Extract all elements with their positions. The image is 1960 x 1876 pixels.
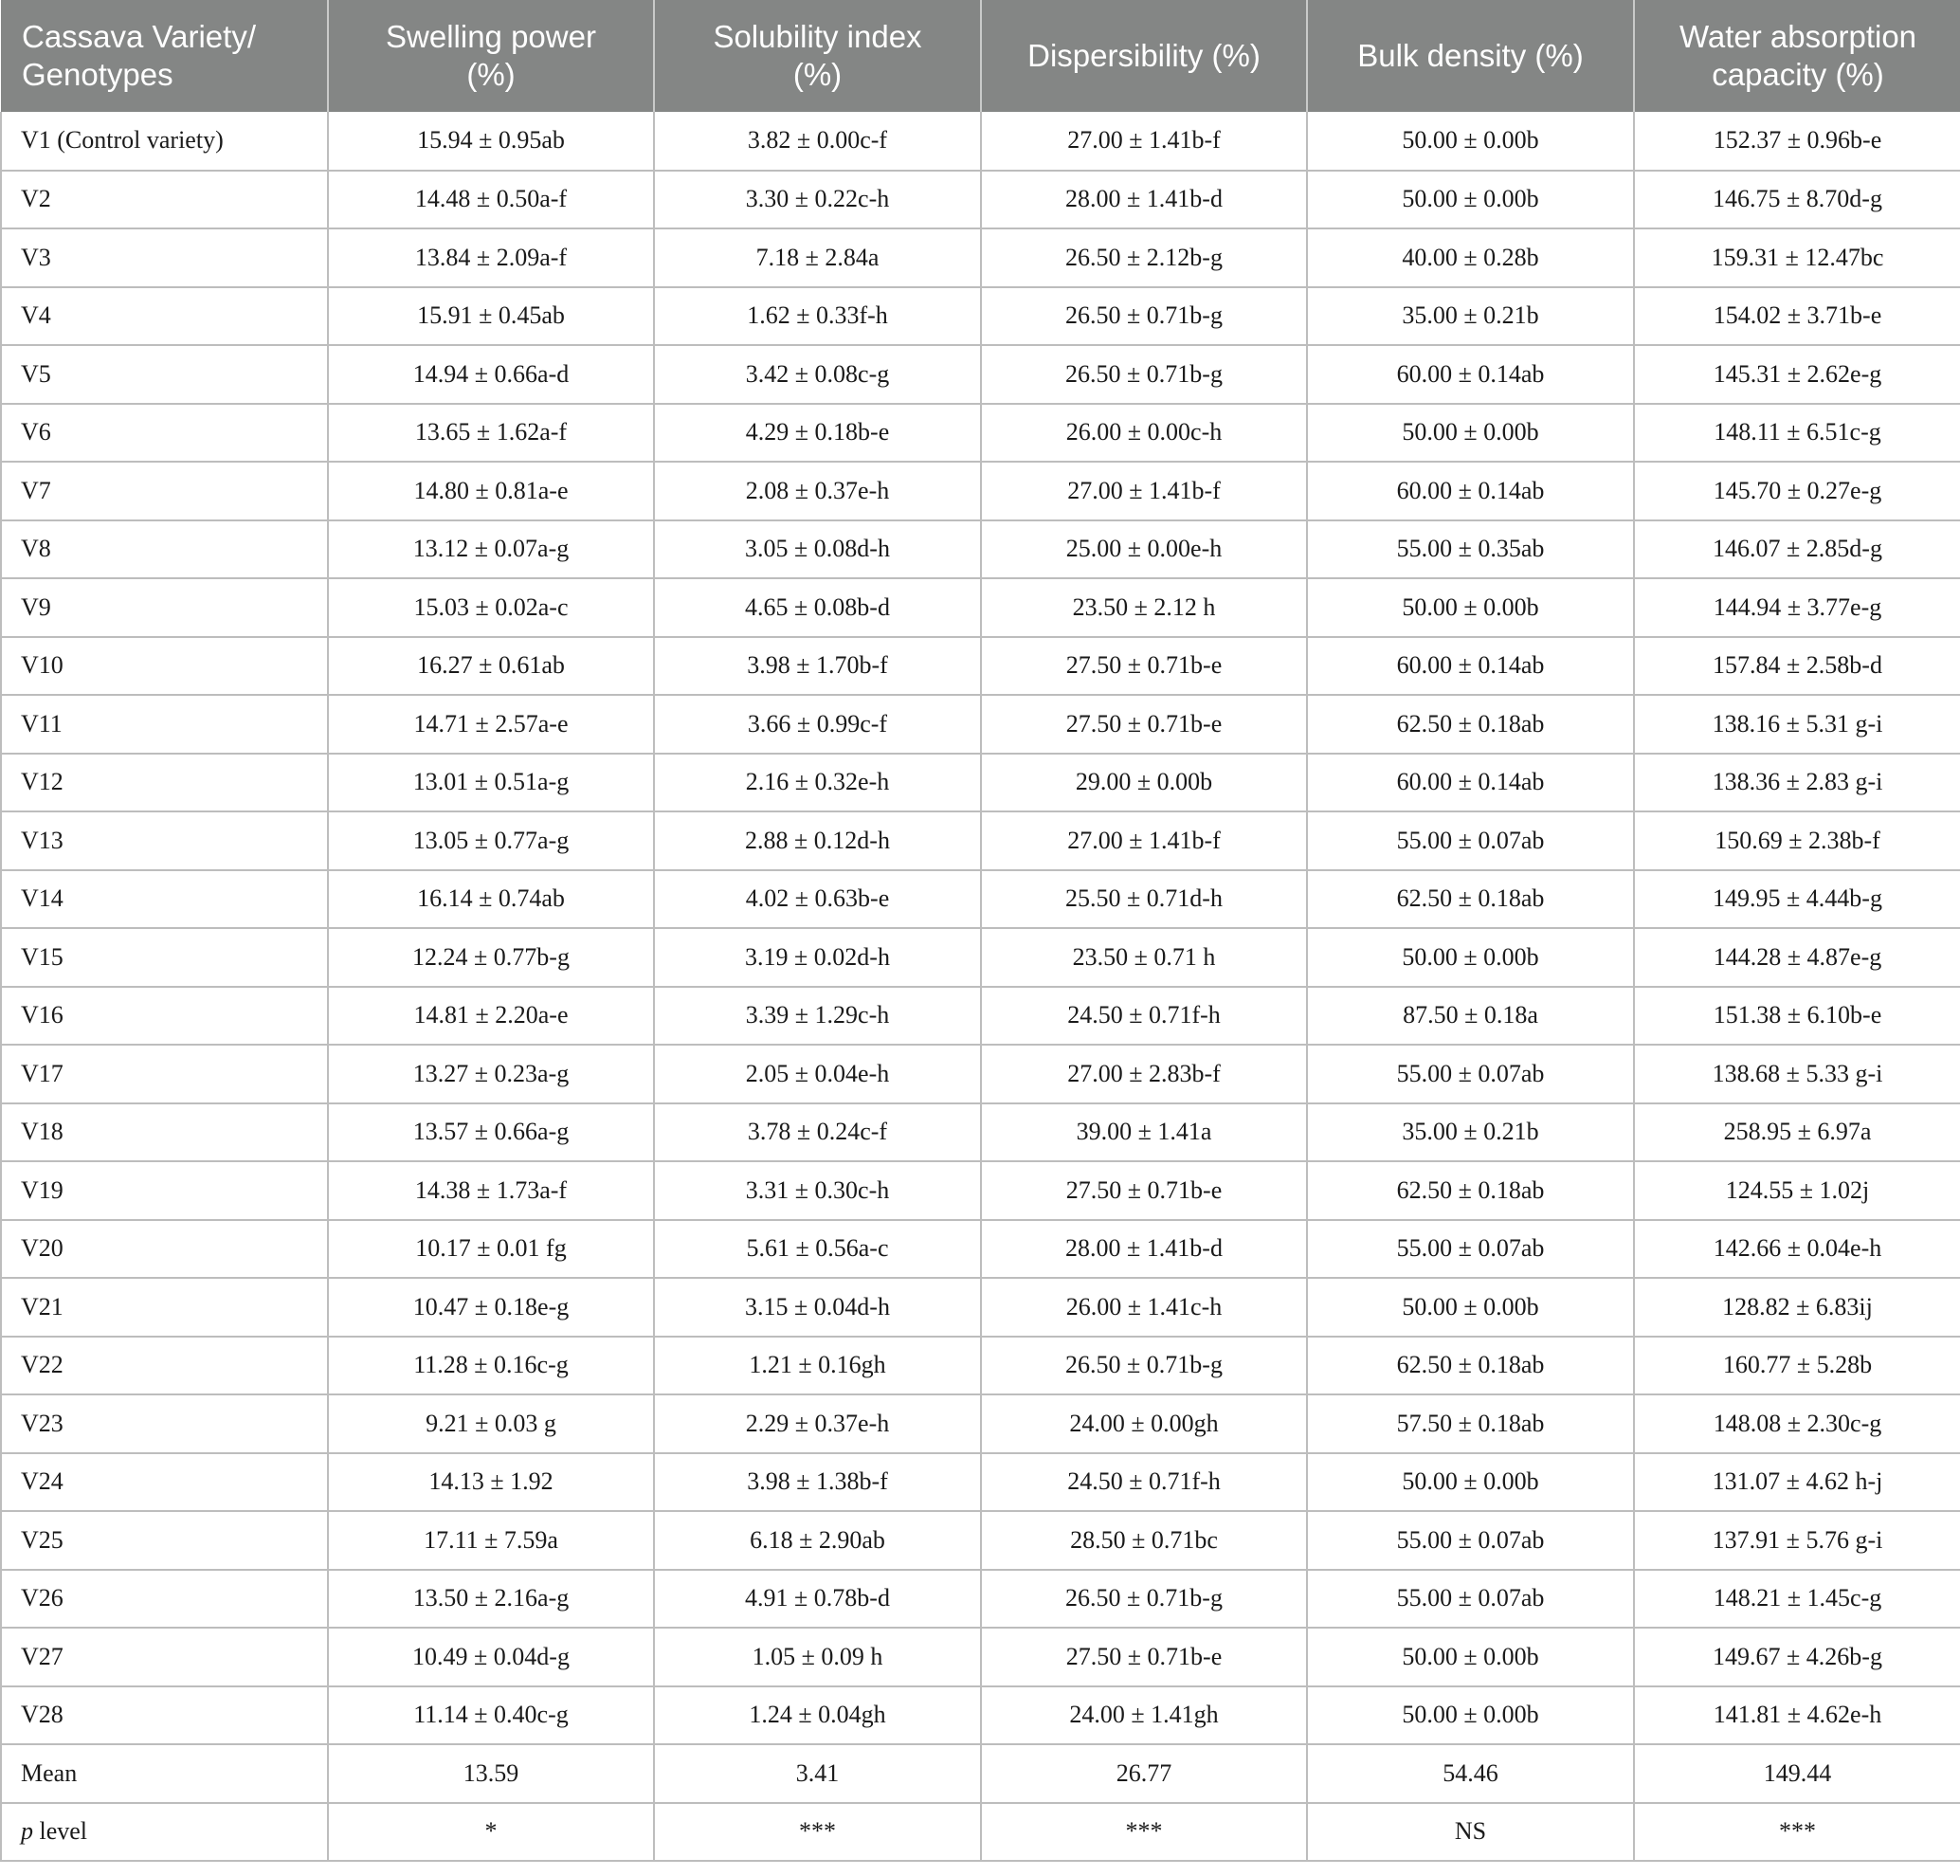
- cell-swelling-power: 14.81 ± 2.20a-e: [328, 987, 654, 1046]
- cell-bulk-density: 60.00 ± 0.14ab: [1307, 345, 1634, 404]
- cell-swelling-power: 13.12 ± 0.07a-g: [328, 520, 654, 579]
- cell-swelling-power: 14.13 ± 1.92: [328, 1453, 654, 1512]
- table-row: [1, 1744, 1960, 1803]
- cell-water-absorption: 142.66 ± 0.04e-h: [1634, 1220, 1960, 1279]
- cell-variety: V22: [1, 1337, 328, 1395]
- cell-solubility-index: 2.08 ± 0.37e-h: [654, 462, 981, 520]
- cell-swelling-power: 14.38 ± 1.73a-f: [328, 1161, 654, 1220]
- cell-dispersibility: 23.50 ± 0.71 h: [981, 928, 1307, 987]
- cell-variety: V5: [1, 345, 328, 404]
- table-row: [1, 578, 1960, 637]
- cell-variety: V1 (Control variety): [1, 112, 328, 171]
- cell-variety: V12: [1, 754, 328, 812]
- cell-swelling-power: 10.47 ± 0.18e-g: [328, 1278, 654, 1337]
- p-level-dispersibility: ***: [981, 1803, 1307, 1862]
- cell-water-absorption: 146.75 ± 8.70d-g: [1634, 171, 1960, 229]
- cell-dispersibility: 27.50 ± 0.71b-e: [981, 1628, 1307, 1686]
- table-row: [1, 112, 1960, 171]
- cell-dispersibility: 24.00 ± 0.00gh: [981, 1394, 1307, 1453]
- cell-dispersibility: 23.50 ± 2.12 h: [981, 578, 1307, 637]
- cell-water-absorption: 149.44: [1634, 1744, 1960, 1803]
- cell-dispersibility: 27.00 ± 1.41b-f: [981, 811, 1307, 870]
- cell-solubility-index: 2.16 ± 0.32e-h: [654, 754, 981, 812]
- table-row: [1, 1103, 1960, 1162]
- cell-solubility-index: 1.21 ± 0.16gh: [654, 1337, 981, 1395]
- cell-bulk-density: 55.00 ± 0.07ab: [1307, 811, 1634, 870]
- cell-swelling-power: 13.27 ± 0.23a-g: [328, 1045, 654, 1103]
- cell-water-absorption: 152.37 ± 0.96b-e: [1634, 112, 1960, 171]
- cell-bulk-density: 50.00 ± 0.00b: [1307, 112, 1634, 171]
- cell-swelling-power: 16.14 ± 0.74ab: [328, 870, 654, 929]
- cell-water-absorption: 149.67 ± 4.26b-g: [1634, 1628, 1960, 1686]
- cell-variety: V17: [1, 1045, 328, 1103]
- cell-dispersibility: 28.00 ± 1.41b-d: [981, 171, 1307, 229]
- table-row: [1, 1511, 1960, 1570]
- cell-solubility-index: 3.15 ± 0.04d-h: [654, 1278, 981, 1337]
- cell-solubility-index: 5.61 ± 0.56a-c: [654, 1220, 981, 1279]
- table-row: [1, 1453, 1960, 1512]
- cell-swelling-power: 13.59: [328, 1744, 654, 1803]
- cell-variety: V10: [1, 637, 328, 696]
- cell-swelling-power: 14.94 ± 0.66a-d: [328, 345, 654, 404]
- cell-swelling-power: 14.71 ± 2.57a-e: [328, 695, 654, 754]
- table-row: [1, 1220, 1960, 1279]
- cell-solubility-index: 2.05 ± 0.04e-h: [654, 1045, 981, 1103]
- cell-dispersibility: 26.50 ± 0.71b-g: [981, 1337, 1307, 1395]
- cell-bulk-density: 50.00 ± 0.00b: [1307, 1453, 1634, 1512]
- table-row: [1, 1278, 1960, 1337]
- cell-swelling-power: 15.03 ± 0.02a-c: [328, 578, 654, 637]
- cell-water-absorption: 151.38 ± 6.10b-e: [1634, 987, 1960, 1046]
- cell-variety: Mean: [1, 1744, 328, 1803]
- cell-swelling-power: 13.57 ± 0.66a-g: [328, 1103, 654, 1162]
- cell-bulk-density: 60.00 ± 0.14ab: [1307, 637, 1634, 696]
- cell-swelling-power: 9.21 ± 0.03 g: [328, 1394, 654, 1453]
- cell-dispersibility: 26.00 ± 0.00c-h: [981, 404, 1307, 463]
- table-row: [1, 754, 1960, 812]
- cell-variety: V21: [1, 1278, 328, 1337]
- cell-water-absorption: 157.84 ± 2.58b-d: [1634, 637, 1960, 696]
- cell-variety: V27: [1, 1628, 328, 1686]
- cell-dispersibility: 27.50 ± 0.71b-e: [981, 695, 1307, 754]
- cell-variety: V16: [1, 987, 328, 1046]
- p-level-row: [1, 1803, 1960, 1862]
- header-water-absorption: Water absorption capacity (%): [1634, 0, 1960, 112]
- cell-swelling-power: 13.01 ± 0.51a-g: [328, 754, 654, 812]
- cell-solubility-index: 4.65 ± 0.08b-d: [654, 578, 981, 637]
- cell-variety: V26: [1, 1570, 328, 1629]
- cell-solubility-index: 3.31 ± 0.30c-h: [654, 1161, 981, 1220]
- cell-water-absorption: 149.95 ± 4.44b-g: [1634, 870, 1960, 929]
- cell-swelling-power: 11.14 ± 0.40c-g: [328, 1686, 654, 1745]
- cell-dispersibility: 27.00 ± 1.41b-f: [981, 112, 1307, 171]
- cell-variety: V7: [1, 462, 328, 520]
- cell-solubility-index: 3.19 ± 0.02d-h: [654, 928, 981, 987]
- header-row: [1, 0, 1960, 112]
- cell-solubility-index: 3.39 ± 1.29c-h: [654, 987, 981, 1046]
- cell-variety: V8: [1, 520, 328, 579]
- cell-swelling-power: 11.28 ± 0.16c-g: [328, 1337, 654, 1395]
- cell-water-absorption: 138.16 ± 5.31 g-i: [1634, 695, 1960, 754]
- cell-dispersibility: 26.50 ± 0.71b-g: [981, 345, 1307, 404]
- cell-dispersibility: 26.50 ± 0.71b-g: [981, 287, 1307, 346]
- table-row: [1, 811, 1960, 870]
- p-level-solubility-index: ***: [654, 1803, 981, 1862]
- cell-solubility-index: 3.98 ± 1.70b-f: [654, 637, 981, 696]
- cell-water-absorption: 144.28 ± 4.87e-g: [1634, 928, 1960, 987]
- cell-solubility-index: 3.41: [654, 1744, 981, 1803]
- cell-swelling-power: 17.11 ± 7.59a: [328, 1511, 654, 1570]
- cell-solubility-index: 1.24 ± 0.04gh: [654, 1686, 981, 1745]
- cell-variety: V11: [1, 695, 328, 754]
- cell-solubility-index: 2.29 ± 0.37e-h: [654, 1394, 981, 1453]
- table-row: [1, 928, 1960, 987]
- cell-bulk-density: 87.50 ± 0.18a: [1307, 987, 1634, 1046]
- table-row: [1, 1686, 1960, 1745]
- cell-bulk-density: 35.00 ± 0.21b: [1307, 287, 1634, 346]
- cell-water-absorption: 145.31 ± 2.62e-g: [1634, 345, 1960, 404]
- cell-dispersibility: 27.00 ± 1.41b-f: [981, 462, 1307, 520]
- cell-water-absorption: 137.91 ± 5.76 g-i: [1634, 1511, 1960, 1570]
- cell-water-absorption: 148.11 ± 6.51c-g: [1634, 404, 1960, 463]
- cell-variety: V28: [1, 1686, 328, 1745]
- cell-solubility-index: 4.91 ± 0.78b-d: [654, 1570, 981, 1629]
- cell-bulk-density: 50.00 ± 0.00b: [1307, 928, 1634, 987]
- cell-swelling-power: 13.05 ± 0.77a-g: [328, 811, 654, 870]
- cell-solubility-index: 3.66 ± 0.99c-f: [654, 695, 981, 754]
- cell-water-absorption: 160.77 ± 5.28b: [1634, 1337, 1960, 1395]
- cell-water-absorption: 258.95 ± 6.97a: [1634, 1103, 1960, 1162]
- cell-swelling-power: 10.17 ± 0.01 fg: [328, 1220, 654, 1279]
- cell-bulk-density: 55.00 ± 0.07ab: [1307, 1220, 1634, 1279]
- cell-dispersibility: 27.50 ± 0.71b-e: [981, 1161, 1307, 1220]
- header-bulk-density: Bulk density (%): [1307, 0, 1634, 112]
- cell-variety: V2: [1, 171, 328, 229]
- table-row: [1, 462, 1960, 520]
- cell-dispersibility: 28.00 ± 1.41b-d: [981, 1220, 1307, 1279]
- cell-dispersibility: 27.50 ± 0.71b-e: [981, 637, 1307, 696]
- p-level-swelling-power: *: [328, 1803, 654, 1862]
- cell-dispersibility: 25.00 ± 0.00e-h: [981, 520, 1307, 579]
- table-row: [1, 1570, 1960, 1629]
- cell-variety: V25: [1, 1511, 328, 1570]
- cell-bulk-density: 60.00 ± 0.14ab: [1307, 462, 1634, 520]
- cell-variety: V14: [1, 870, 328, 929]
- cell-solubility-index: 3.05 ± 0.08d-h: [654, 520, 981, 579]
- cell-solubility-index: 3.82 ± 0.00c-f: [654, 112, 981, 171]
- cell-solubility-index: 3.98 ± 1.38b-f: [654, 1453, 981, 1512]
- table-header: [1, 0, 1960, 112]
- cell-solubility-index: 6.18 ± 2.90ab: [654, 1511, 981, 1570]
- cell-solubility-index: 1.05 ± 0.09 h: [654, 1628, 981, 1686]
- cell-variety: V6: [1, 404, 328, 463]
- cell-bulk-density: 54.46: [1307, 1744, 1634, 1803]
- cell-swelling-power: 13.50 ± 2.16a-g: [328, 1570, 654, 1629]
- cell-bulk-density: 50.00 ± 0.00b: [1307, 171, 1634, 229]
- cell-bulk-density: 55.00 ± 0.07ab: [1307, 1570, 1634, 1629]
- cell-bulk-density: 50.00 ± 0.00b: [1307, 1686, 1634, 1745]
- cell-water-absorption: 124.55 ± 1.02j: [1634, 1161, 1960, 1220]
- table-row: [1, 345, 1960, 404]
- cell-bulk-density: 62.50 ± 0.18ab: [1307, 1161, 1634, 1220]
- table-row: [1, 1337, 1960, 1395]
- cell-dispersibility: 26.50 ± 0.71b-g: [981, 1570, 1307, 1629]
- cell-variety: V19: [1, 1161, 328, 1220]
- cell-water-absorption: 145.70 ± 0.27e-g: [1634, 462, 1960, 520]
- cell-water-absorption: 131.07 ± 4.62 h-j: [1634, 1453, 1960, 1512]
- cell-dispersibility: 39.00 ± 1.41a: [981, 1103, 1307, 1162]
- table-row: [1, 987, 1960, 1046]
- cell-variety: V9: [1, 578, 328, 637]
- cell-dispersibility: 25.50 ± 0.71d-h: [981, 870, 1307, 929]
- header-dispersibility: Dispersibility (%): [981, 0, 1307, 112]
- cell-water-absorption: 154.02 ± 3.71b-e: [1634, 287, 1960, 346]
- cell-solubility-index: 1.62 ± 0.33f-h: [654, 287, 981, 346]
- cell-water-absorption: 144.94 ± 3.77e-g: [1634, 578, 1960, 637]
- table-row: [1, 695, 1960, 754]
- cell-dispersibility: 29.00 ± 0.00b: [981, 754, 1307, 812]
- cell-dispersibility: 26.77: [981, 1744, 1307, 1803]
- table-row: [1, 171, 1960, 229]
- cell-solubility-index: 3.42 ± 0.08c-g: [654, 345, 981, 404]
- table-row: [1, 870, 1960, 929]
- cell-water-absorption: 148.21 ± 1.45c-g: [1634, 1570, 1960, 1629]
- cell-bulk-density: 50.00 ± 0.00b: [1307, 578, 1634, 637]
- cell-swelling-power: 16.27 ± 0.61ab: [328, 637, 654, 696]
- cell-variety: V23: [1, 1394, 328, 1453]
- table-row: [1, 287, 1960, 346]
- header-solubility-index: Solubility index (%): [654, 0, 981, 112]
- cell-solubility-index: 4.29 ± 0.18b-e: [654, 404, 981, 463]
- cell-swelling-power: 15.91 ± 0.45ab: [328, 287, 654, 346]
- cell-bulk-density: 40.00 ± 0.28b: [1307, 228, 1634, 287]
- table-row: [1, 404, 1960, 463]
- cell-bulk-density: 62.50 ± 0.18ab: [1307, 695, 1634, 754]
- table-row: [1, 1394, 1960, 1453]
- table-row: [1, 1045, 1960, 1103]
- cell-swelling-power: 13.65 ± 1.62a-f: [328, 404, 654, 463]
- table-row: [1, 228, 1960, 287]
- cell-variety: V13: [1, 811, 328, 870]
- cell-water-absorption: 138.68 ± 5.33 g-i: [1634, 1045, 1960, 1103]
- cell-bulk-density: 35.00 ± 0.21b: [1307, 1103, 1634, 1162]
- table-row: [1, 1161, 1960, 1220]
- cell-solubility-index: 2.88 ± 0.12d-h: [654, 811, 981, 870]
- cell-solubility-index: 3.78 ± 0.24c-f: [654, 1103, 981, 1162]
- cell-variety: V15: [1, 928, 328, 987]
- cell-bulk-density: 62.50 ± 0.18ab: [1307, 870, 1634, 929]
- cell-dispersibility: 28.50 ± 0.71bc: [981, 1511, 1307, 1570]
- header-variety: Cassava Variety/ Genotypes: [1, 0, 328, 112]
- header-swelling-power: Swelling power (%): [328, 0, 654, 112]
- p-level-bulk-density: NS: [1307, 1803, 1634, 1862]
- cell-variety: V3: [1, 228, 328, 287]
- cell-dispersibility: 26.50 ± 2.12b-g: [981, 228, 1307, 287]
- cell-water-absorption: 146.07 ± 2.85d-g: [1634, 520, 1960, 579]
- cell-swelling-power: 15.94 ± 0.95ab: [328, 112, 654, 171]
- table-row: [1, 1628, 1960, 1686]
- cell-swelling-power: 10.49 ± 0.04d-g: [328, 1628, 654, 1686]
- table-row: [1, 520, 1960, 579]
- cell-water-absorption: 159.31 ± 12.47bc: [1634, 228, 1960, 287]
- p-level-water-absorption: ***: [1634, 1803, 1960, 1862]
- cell-variety: V18: [1, 1103, 328, 1162]
- cell-dispersibility: 26.00 ± 1.41c-h: [981, 1278, 1307, 1337]
- cell-solubility-index: 7.18 ± 2.84a: [654, 228, 981, 287]
- cell-bulk-density: 50.00 ± 0.00b: [1307, 404, 1634, 463]
- table-row: [1, 637, 1960, 696]
- cell-dispersibility: 24.50 ± 0.71f-h: [981, 1453, 1307, 1512]
- cell-bulk-density: 60.00 ± 0.14ab: [1307, 754, 1634, 812]
- cell-dispersibility: 24.50 ± 0.71f-h: [981, 987, 1307, 1046]
- cell-water-absorption: 148.08 ± 2.30c-g: [1634, 1394, 1960, 1453]
- cell-water-absorption: 150.69 ± 2.38b-f: [1634, 811, 1960, 870]
- cell-bulk-density: 55.00 ± 0.07ab: [1307, 1045, 1634, 1103]
- cell-swelling-power: 12.24 ± 0.77b-g: [328, 928, 654, 987]
- cell-variety: V24: [1, 1453, 328, 1512]
- cell-bulk-density: 55.00 ± 0.35ab: [1307, 520, 1634, 579]
- p-level-label: p level: [1, 1803, 328, 1862]
- cell-solubility-index: 3.30 ± 0.22c-h: [654, 171, 981, 229]
- cell-bulk-density: 55.00 ± 0.07ab: [1307, 1511, 1634, 1570]
- cell-swelling-power: 14.80 ± 0.81a-e: [328, 462, 654, 520]
- cell-variety: V20: [1, 1220, 328, 1279]
- cell-water-absorption: 128.82 ± 6.83ij: [1634, 1278, 1960, 1337]
- cell-dispersibility: 24.00 ± 1.41gh: [981, 1686, 1307, 1745]
- cell-solubility-index: 4.02 ± 0.63b-e: [654, 870, 981, 929]
- cell-variety: V4: [1, 287, 328, 346]
- cell-bulk-density: 62.50 ± 0.18ab: [1307, 1337, 1634, 1395]
- table-body: [1, 112, 1960, 1861]
- cell-water-absorption: 138.36 ± 2.83 g-i: [1634, 754, 1960, 812]
- cell-swelling-power: 13.84 ± 2.09a-f: [328, 228, 654, 287]
- cell-bulk-density: 50.00 ± 0.00b: [1307, 1628, 1634, 1686]
- cell-bulk-density: 50.00 ± 0.00b: [1307, 1278, 1634, 1337]
- cell-dispersibility: 27.00 ± 2.83b-f: [981, 1045, 1307, 1103]
- cell-water-absorption: 141.81 ± 4.62e-h: [1634, 1686, 1960, 1745]
- cell-bulk-density: 57.50 ± 0.18ab: [1307, 1394, 1634, 1453]
- cell-swelling-power: 14.48 ± 0.50a-f: [328, 171, 654, 229]
